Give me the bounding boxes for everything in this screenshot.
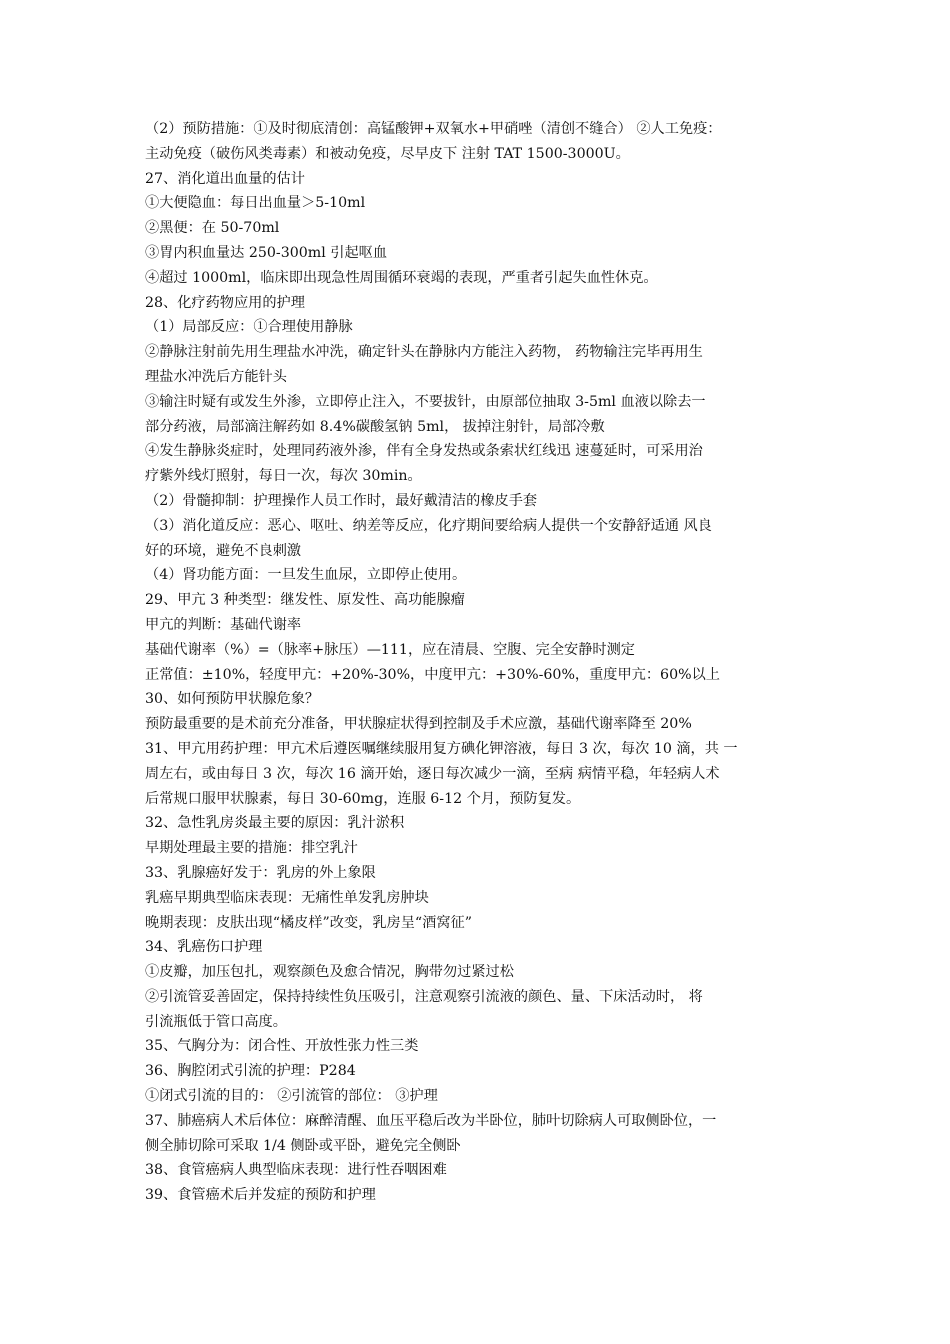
text-line: （4）肾功能方面：一旦发生血尿，立即停止使用。 xyxy=(145,567,467,584)
section-heading-34: 34、乳癌伤口护理 xyxy=(145,939,263,956)
text-line: ①闭式引流的目的： ②引流管的部位： ③护理 xyxy=(145,1088,438,1105)
section-heading-29: 29、甲亢 3 种类型：继发性、原发性、高功能腺瘤 xyxy=(145,592,465,609)
section-heading-27: 27、消化道出血量的估计 xyxy=(145,170,305,187)
text-line: 基础代谢率（%）=（脉率+脉压）—111，应在清晨、空腹、完全安静时测定 xyxy=(145,641,635,658)
section-heading-35: 35、气胸分为：闭合性、开放性张力性三类 xyxy=(145,1038,419,1055)
text-line: （2）骨髓抑制：护理操作人员工作时，最好戴清洁的橡皮手套 xyxy=(145,492,538,509)
text-line: 主动免疫（破伤风类毒素）和被动免疫，尽早皮下 注射 TAT 1500-3000U。 xyxy=(145,145,630,162)
section-heading-32: 32、急性乳房炎最主要的原因：乳汁淤积 xyxy=(145,815,405,832)
text-line: 乳癌早期典型临床表现：无痛性单发乳房肿块 xyxy=(145,889,429,906)
text-line: ②静脉注射前先用生理盐水冲洗，确定针头在静脉内方能注入药物， 药物输注完毕再用生 xyxy=(145,344,703,361)
text-line: 早期处理最主要的措施：排空乳汁 xyxy=(145,840,358,857)
text-line: 理盐水冲洗后方能针头 xyxy=(145,368,287,385)
text-line: ③输注时疑有或发生外渗，立即停止注入，不要拔针，由原部位抽取 3-5ml 血液以除去一 xyxy=(145,393,706,410)
section-heading-30: 30、如何预防甲状腺危象？ xyxy=(145,691,320,708)
text-line: 后常规口服甲状腺素，每日 30-60mg，连服 6-12 个月，预防复发。 xyxy=(145,790,581,807)
section-heading-38: 38、食管癌病人典型临床表现：进行性吞咽困难 xyxy=(145,1162,447,1179)
text-line: 引流瓶低于管口高度。 xyxy=(145,1013,287,1030)
text-line: 周左右，或由每日 3 次，每次 16 滴开始，逐日每次减少一滴，至病 病情平稳，年轻病人术 xyxy=(145,765,720,782)
text-line: （2）预防措施：①及时彻底清创：高锰酸钾+双氧水+甲硝唑（清创不缝合） ②人工免疫： xyxy=(145,121,722,137)
text-line: ②引流管妥善固定，保持持续性负压吸引，注意观察引流液的颜色、量、下床活动时， 将 xyxy=(145,988,703,1005)
text-line: ③胃内积血量达 250-300ml 引起呕血 xyxy=(145,244,388,261)
text-line: （1）局部反应：①合理使用静脉 xyxy=(145,319,353,336)
text-line: 好的环境，避免不良刺激 xyxy=(145,542,302,559)
document-body xyxy=(145,117,813,1208)
text-line: 预防最重要的是术前充分准备，甲状腺症状得到控制及手术应激，基础代谢率降至 20% xyxy=(145,716,692,733)
text-line: 部分药液，局部滴注解药如 8.4%碳酸氢钠 5ml， 拔掉注射针，局部冷敷 xyxy=(145,418,605,435)
text-line: ④发生静脉炎症时，处理同药液外渗，伴有全身发热或条索状红线迅 速蔓延时，可采用治 xyxy=(145,443,703,460)
text-line: 侧全肺切除可采取 1/4 侧卧或平卧，避免完全侧卧 xyxy=(145,1137,461,1154)
text-line: ④超过 1000ml，临床即出现急性周围循环衰竭的表现，严重者引起失血性休克。 xyxy=(145,269,658,286)
section-heading-36: 36、胸腔闭式引流的护理：P284 xyxy=(145,1063,356,1080)
section-heading-28: 28、化疗药物应用的护理 xyxy=(145,294,305,311)
text-line: 正常值：±10%，轻度甲亢：+20%-30%，中度甲亢：+30%-60%，重度甲亢：60%以上 xyxy=(145,666,720,683)
text-line: ①大便隐血：每日出血量＞5-10ml xyxy=(145,195,366,212)
text-line: 疗紫外线灯照射，每日一次，每次 30min。 xyxy=(145,468,422,485)
text-line: 甲亢的判断：基础代谢率 xyxy=(145,616,302,633)
section-heading-39: 39、食管癌术后并发症的预防和护理 xyxy=(145,1187,376,1204)
section-heading-31: 31、甲亢用药护理：甲亢术后遵医嘱继续服用复方碘化钾溶液，每日 3 次，每次 10 滴，共 一 xyxy=(145,740,738,757)
text-line: ①皮瓣，加压包扎，观察颜色及愈合情况，胸带勿过紧过松 xyxy=(145,964,514,981)
text-line: 晚期表现：皮肤出现“橘皮样”改变，乳房呈“酒窝征” xyxy=(145,914,472,931)
section-heading-37: 37、肺癌病人术后体位：麻醉清醒、血压平稳后改为半卧位，肺叶切除病人可取侧卧位，一 xyxy=(145,1112,717,1129)
text-line: （3）消化道反应：恶心、呕吐、纳差等反应，化疗期间要给病人提供一个安静舒适通 风良 xyxy=(145,517,712,534)
text-line: ②黑便：在 50-70ml xyxy=(145,220,280,237)
section-heading-33: 33、乳腺癌好发于：乳房的外上象限 xyxy=(145,864,376,881)
